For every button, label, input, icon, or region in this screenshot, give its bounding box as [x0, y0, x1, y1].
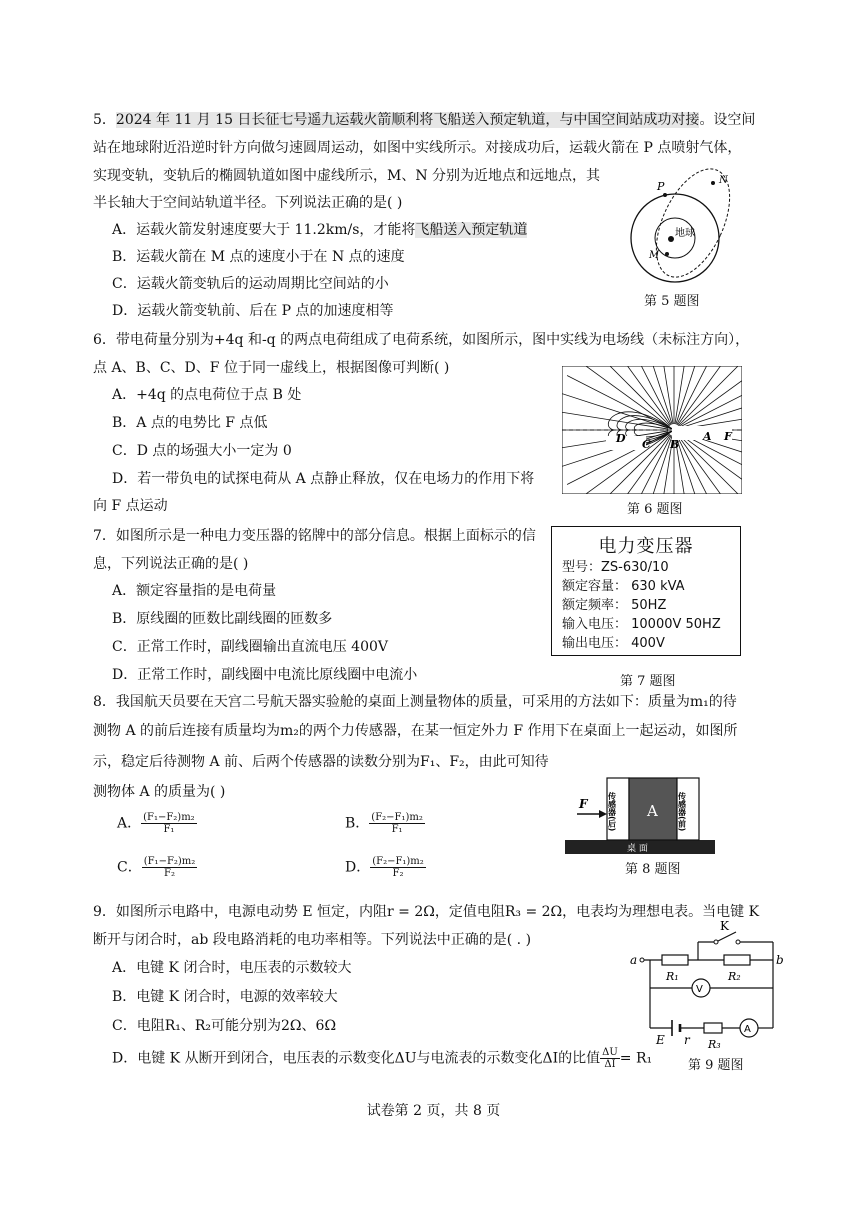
q8-option-b-numerator: (F₂−F₁)m₂: [371, 812, 423, 823]
q9-option-d: [112, 1047, 652, 1070]
page-footer: 试卷第 2 页，共 8 页: [366, 1103, 501, 1119]
q7-caption: 第 7 题图: [620, 674, 676, 689]
q9-circuit-figure: [628, 918, 786, 1052]
q9-option-c: C．电阻R₁、R₂可能分别为2Ω、6Ω: [112, 1018, 337, 1034]
q8-option-a: [117, 812, 197, 835]
q9-option-d-numerator: ΔU: [602, 1047, 618, 1058]
q6-option-d-line-1: D．若一带负电的试探电荷从 A 点静止释放，仅在电场力的作用下将: [112, 471, 535, 487]
q8-option-c: [117, 856, 197, 879]
q8-option-a-fraction: [141, 812, 197, 835]
q8-option-b-denominator: F₁: [391, 824, 403, 835]
label-k: K: [720, 919, 729, 933]
q6-option-c: C．D 点的场强大小一定为 0: [112, 443, 292, 459]
force-arrow-head: [599, 810, 607, 818]
q6-field-figure: [562, 366, 742, 494]
q9-option-d-text: D．电键 K 从断开到闭合，电压表的示数变化ΔU与电流表的示数变化ΔI的比值: [112, 1050, 601, 1067]
front-sensor-label: 传感器(前): [677, 792, 687, 832]
q5-number: 5．: [93, 112, 116, 128]
label-n: N: [719, 175, 728, 186]
q6-option-a: A．+4q 的点电荷位于点 B 处: [112, 387, 302, 403]
resistor-r3: [704, 1023, 722, 1033]
q5-option-a-highlight: 飞船送入预定轨道: [415, 222, 528, 238]
q8-option-c-fraction: [142, 856, 198, 879]
rear-sensor-label: 传感器(后): [607, 792, 617, 832]
label-a: A: [703, 430, 712, 443]
q7-line-2: 息，下列说法正确的是( ): [93, 556, 249, 572]
q5-option-c: C．运载火箭变轨后的运动周期比空间站的小: [112, 276, 389, 292]
q8-option-d-denominator: F₂: [392, 868, 404, 879]
switch-contact: [736, 940, 740, 944]
label-a-terminal: a: [630, 953, 638, 967]
q8-option-d-numerator: (F₂−F₁)m₂: [372, 856, 424, 867]
label-earth: 地球: [675, 228, 695, 239]
q5-orbit-figure: [615, 168, 745, 288]
table-label: 桌 面: [627, 844, 648, 854]
point-p-dot: [663, 193, 667, 197]
label-p: P: [657, 180, 665, 193]
q8-line-4: 测物体 A 的质量为( ): [93, 784, 226, 800]
q8-option-b: [345, 812, 425, 835]
label-f: F: [724, 430, 732, 443]
switch-k-blade: [716, 932, 736, 942]
nameplate-title: 电力变压器: [598, 536, 694, 557]
nameplate-frequency: 额定频率： 50HZ: [562, 598, 667, 613]
q6-option-b: B．A 点的电势比 F 点低: [112, 415, 268, 431]
q9-option-b: B．电键 K 闭合时，电源的效率较大: [112, 989, 338, 1005]
earth-center-dot: [668, 236, 674, 242]
q6-line-1: 6．带电荷量分别为+4q 和-q 的两点电荷组成了电荷系统，如图所示，图中实线为电场线（未标注方向），: [93, 332, 750, 348]
q5-option-a: [112, 220, 527, 240]
terminal-a: [640, 958, 644, 962]
label-c: C: [642, 438, 651, 451]
q8-option-b-fraction: [369, 812, 425, 835]
q9-option-d-tail: = R₁: [619, 1050, 653, 1067]
point-m-dot: [665, 252, 669, 256]
label-d: D: [616, 432, 626, 445]
q5-line-4: 半长轴大于空间站轨道半径。下列说法正确的是( ): [93, 195, 403, 211]
q7-option-c: C．正常工作时，副线圈输出直流电压 400V: [112, 639, 388, 655]
resistor-r2: [724, 955, 750, 965]
force-label: F: [579, 797, 588, 811]
q8-option-d: [345, 856, 426, 879]
q8-line-1: 8．我国航天员要在天宫二号航天器实验舱的桌面上测量物体的质量，可采用的方法如下：质量为m₁的待: [93, 694, 737, 710]
nameplate-input-voltage: 输入电压： 10000V 50HZ: [562, 617, 721, 632]
label-ammeter: A: [744, 1024, 751, 1035]
q5-line-1-tail: 。设空间: [699, 112, 756, 128]
q8-option-c-numerator: (F₁−F₂)m₂: [143, 856, 196, 867]
q5-line-3: 实现变轨，变轨后的椭圆轨道如图中虚线所示，M、N 分别为近地点和远地点，其: [93, 168, 601, 184]
q8-option-a-label: A．: [117, 815, 142, 832]
q9-option-d-fraction: [600, 1047, 620, 1070]
q5-caption: 第 5 题图: [644, 294, 700, 309]
q5-highlight-text: 2024 年 11 月 15 日长征七号遥九运载火箭顺利将飞船送入预定轨道，与中国空间站成功对接: [115, 112, 700, 128]
q7-option-a: A．额定容量指的是电荷量: [112, 583, 277, 599]
q9-line-1: 9．如图所示电路中，电源电动势 E 恒定，内阻r = 2Ω，定值电阻R₃ = 2Ω，电表均为理想电表。当电键 K: [93, 904, 760, 920]
transformer-nameplate: [551, 526, 741, 656]
q6-caption: 第 6 题图: [627, 502, 683, 517]
q9-line-2: 断开与闭合时，ab 段电路消耗的电功率相等。下列说法中正确的是( . ): [93, 932, 532, 948]
q5-option-d: D．运载火箭变轨前、后在 P 点的加速度相等: [112, 303, 394, 319]
q7-option-b: B．原线圈的匝数比副线圈的匝数多: [112, 611, 333, 627]
q8-option-d-label: D．: [345, 859, 371, 876]
label-r1: R₁: [666, 970, 679, 983]
q5-option-b: B．运载火箭在 M 点的速度小于在 N 点的速度: [112, 249, 405, 265]
q5-line-1: [93, 110, 755, 130]
label-r: r: [684, 1033, 690, 1047]
label-m: M: [649, 250, 660, 261]
label-b-terminal: b: [776, 953, 784, 967]
label-b: B: [670, 438, 680, 451]
object-a-label: A: [647, 802, 658, 820]
switch-pivot: [714, 940, 718, 944]
q8-option-c-denominator: F₂: [164, 868, 175, 879]
resistor-r1: [662, 955, 688, 965]
nameplate-capacity: 额定容量： 630 kVA: [562, 579, 685, 594]
nameplate-model: 型号：ZS-630/10: [562, 560, 669, 575]
q5-option-a-text: A．运载火箭发射速度要大于 11.2km/s，才能将: [112, 222, 416, 238]
label-r3: R₃: [708, 1038, 721, 1051]
q8-caption: 第 8 题图: [625, 862, 681, 877]
q8-option-b-label: B．: [345, 815, 370, 832]
label-bg-right: [672, 426, 732, 440]
q6-line-2: 点 A、B、C、D、F 位于同一虚线上，根据图像可判断( ): [93, 360, 450, 376]
label-e: E: [656, 1033, 665, 1047]
q5-line-2: 站在地球附近沿逆时针方向做匀速圆周运动，如图中实线所示。对接成功后，运载火箭在 P 点喷射气体，: [93, 140, 742, 156]
label-bg-left: [606, 436, 646, 450]
q6-option-d-line-2: 向 F 点运动: [93, 498, 168, 514]
nameplate-output-voltage: 输出电压： 400V: [562, 636, 665, 651]
q8-option-a-numerator: (F₁−F₂)m₂: [143, 812, 195, 823]
q7-option-d: D．正常工作时，副线圈中电流比原线圈中电流小: [112, 667, 418, 683]
q9-option-d-denominator: ΔI: [604, 1059, 616, 1070]
q7-line-1: 7．如图所示是一种电力变压器的铭牌中的部分信息。根据上面标示的信: [93, 528, 536, 544]
q8-option-a-denominator: F₁: [163, 824, 175, 835]
label-voltmeter: V: [696, 984, 703, 995]
q9-caption: 第 9 题图: [688, 1058, 744, 1073]
q8-line-3: 示，稳定后待测物 A 前、后两个传感器的读数分别为F₁、F₂，由此可知待: [93, 754, 549, 770]
q8-line-2: 测物 A 的前后连接有质量均为m₂的两个力传感器，在某一恒定外力 F 作用下在桌面上一起运动，如图所: [93, 723, 738, 739]
q8-sensor-figure: [565, 776, 715, 858]
q9-option-a: A．电键 K 闭合时，电压表的示数较大: [112, 960, 352, 976]
q8-option-c-label: C．: [117, 859, 142, 876]
label-r2: R₂: [728, 970, 741, 983]
point-n-dot: [711, 181, 715, 185]
q8-option-d-fraction: [370, 856, 426, 879]
